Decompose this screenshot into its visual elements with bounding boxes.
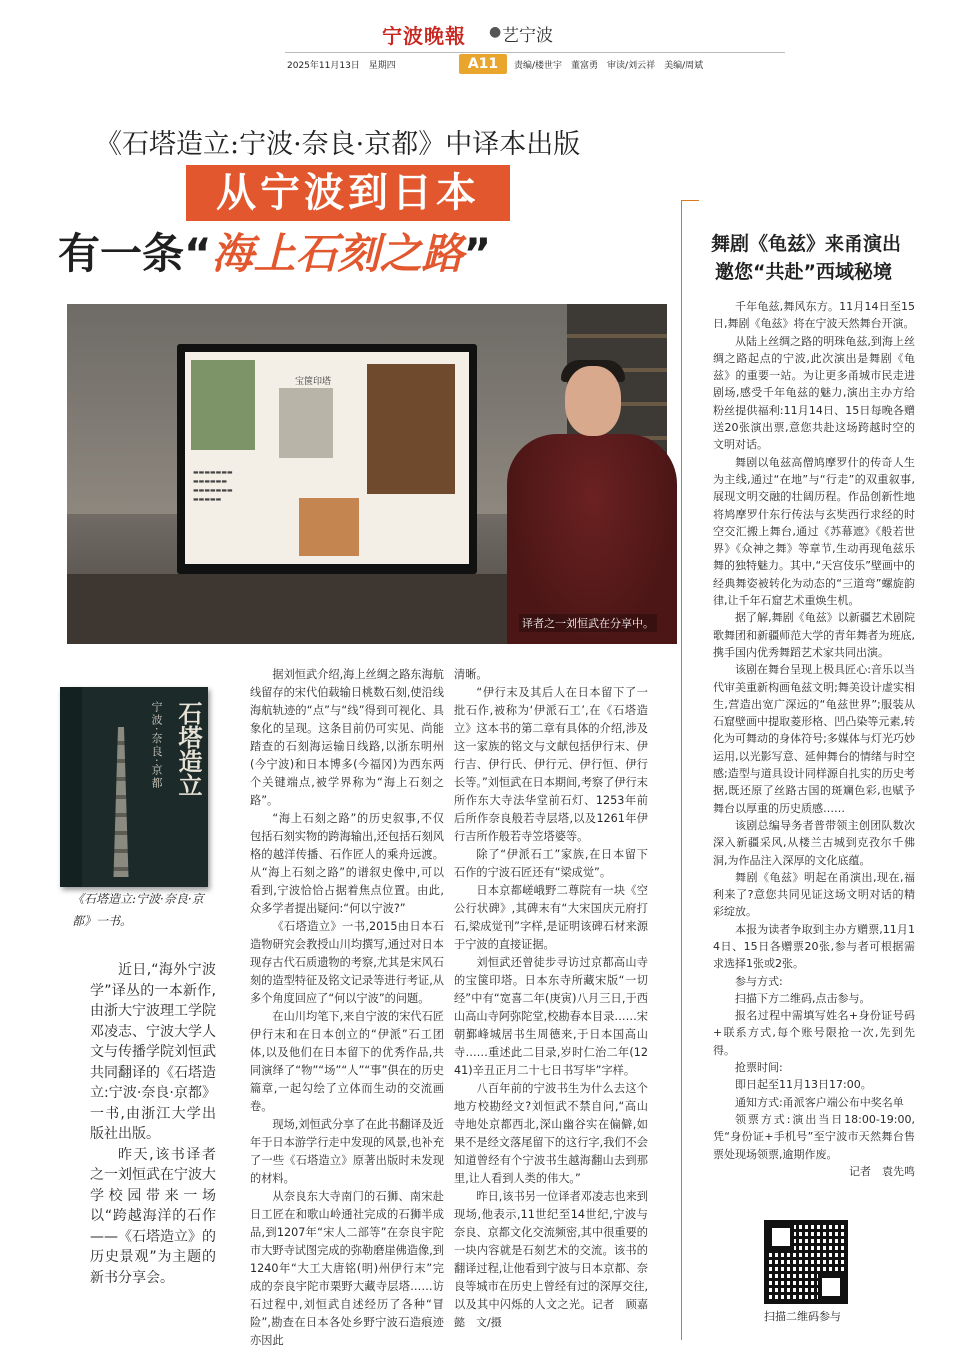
headline-highlight: 从宁波到日本 xyxy=(186,165,510,221)
headline-main xyxy=(58,221,491,281)
sidebar-paragraph: 千年龟兹,舞风东方。11月14日至15日,舞剧《龟兹》将在宁波天然舞台开演。 xyxy=(713,300,915,331)
body-paragraph: 除了“伊派石工”家族,在日本留下石作的宁波石匠还有“梁成觉”。 xyxy=(454,848,648,879)
participation-label: 参与方式: xyxy=(735,974,783,988)
body-paragraph: 《石塔造立》一书,2015由日本石造物研究会教授山川均撰写,通过对日本现存古代石质遗物的考察,尤其是宋风石刻的造型特征及铭文记录等进行考证,从多个角度回应了“何以宁波”的问题。 xyxy=(250,920,444,1005)
body-paragraph: “伊行末及其后人在日本留下了一批石作,被称为‘伊派石工’,在《石塔造立》这本书的第二章有具体的介绍,涉及这一家族的铭文与文献包括伊行末、伊行吉、伊行氏、伊行元、伊行恒、伊行长等。”刘恒武在日本期间,考察了伊行末所作东大寺法华堂前石灯、1253年前后所作奈良般若寺层塔,以及1261年伊行吉所作般若寺笠塔婆等。 xyxy=(454,686,648,843)
article-kicker: 《石塔造立:宁波·奈良·京都》中译本出版 xyxy=(95,129,581,160)
dateline: 2025年11月13日 星期四 xyxy=(287,61,396,71)
pagoda-illustration xyxy=(106,727,136,877)
body-paragraph-last: 昨日,该书另一位译者邓凌志也来到现场,他表示,11世纪至14世纪,宁波与奈良、京都文化交流频密,其中很重要的一块内容就是石刻艺术的交流。该书的翻译过程,让他看到宁波与日本京都、奈良等城市在历史上曾经有过的深厚交往,以及其中闪烁的人文之光。 xyxy=(454,1190,648,1311)
sidebar-paragraph: 据了解,舞剧《龟兹》以新疆艺术剧院歌舞团和新疆师范大学的青年舞者为班底,携手国内优秀舞蹈艺术家共同出演。 xyxy=(713,611,915,659)
masthead xyxy=(0,0,956,80)
sidebar-headline-line1: 舞剧《龟兹》来甬演出 xyxy=(711,233,902,255)
qr-code[interactable] xyxy=(766,1222,846,1302)
sidebar-paragraph: 该剧总编导务者普带领主创团队数次深入新疆采风,从楼兰古城到克孜尔千佛洞,为作品注入深厚的文化底蕴。 xyxy=(713,818,915,867)
slide-text: ▬▬▬▬▬▬▬ ▬▬▬▬▬▬ ▬▬▬▬▬▬▬ ▬▬▬▬▬ xyxy=(193,469,233,503)
sidebar-paragraph: 从陆上丝绸之路的明珠龟兹,到海上丝绸之路起点的宁波,此次演出是舞剧《龟兹》的重要一站。为让更多甬城市民走进剧场,感受千年龟兹的魅力,演出主办方给粉丝提供福利:11月14日、15日每晚各赠送20张演出票,意您共赴这场跨越时空的文明对话。 xyxy=(713,334,915,452)
headline-suffix: ” xyxy=(463,229,492,278)
body-column-a xyxy=(250,666,444,1347)
masthead-rule xyxy=(285,52,785,53)
sidebar-paragraph: 该剧在舞台呈现上极具匠心:音乐以当代审美重新构画龟兹文明;舞美设计虚实相生,营造出宽广深远的“龟兹世界”;服装从石窟壁画中提取菱形格、凹凸染等元素,转化为可舞动的身体符号;多媒体与灯光巧妙运用,以光影写意、延伸舞台的情绪与时空感;造型与道具设计同样源自扎实的历史考据,既还原了丝路古国的斑斓色彩,也赋予舞台以厚重的历史质感…… xyxy=(713,663,915,815)
sidebar-article-body xyxy=(713,298,915,1218)
lead-column xyxy=(90,960,216,1330)
pickup-method: 领票方式:演出当日18:00-19:00,凭“身份证+手机号”至宁波市天然舞台售票处现场领票,逾期作废。 xyxy=(713,1112,915,1161)
speaker-face xyxy=(565,366,621,436)
column-divider-tick xyxy=(681,200,699,201)
body-paragraph: “海上石刻之路”的历史叙事,不仅包括石刻实物的跨海输出,还包括石刻风格的越洋传播、石作匠人的乘舟远渡。从“海上石刻之路”的谱叙史像中,可以看到,宁波恰恰占据着焦点位置。由此,众多学者提出疑问:“何以宁波?” xyxy=(250,812,444,915)
book-subtitle: 宁波·奈良·京都 xyxy=(150,701,163,790)
body-column-b xyxy=(454,666,648,1329)
body-paragraph: 从奈良东大寺南门的石狮、南宋赴日工匠在和歌山岭通社完成的石狮半成品,到1207年“宋人二部等”在奈良宇陀市大野寺试图完成的弥勒磨崖佛造像,到1240年“大工大唐铭(明)州伊行末”完成的奈良宇陀市栗野大藏寺层塔……访石过程中,刘恒武自述经历了各种“冒险”,勘查在日本各处乡野宁波石造痕迹亦因此 xyxy=(250,1190,444,1347)
sidebar-headline-line2: 邀您“共赴”西域秘境 xyxy=(715,261,892,283)
participation-step: 扫描下方二维码,点击参与。 xyxy=(735,991,871,1005)
logo-separator-dot: ● xyxy=(489,24,502,40)
lead-paragraph-2: 昨天,该书译者之一刘恒武在宁波大学校园带来一场以“跨越海洋的石作——《石塔造立》的历史景观”为主题的新书分享会。 xyxy=(90,1146,216,1286)
slide-title: 宝箧印塔 xyxy=(295,377,332,387)
participation-step: 报名过程中需填写姓名+身份证号码+联系方式,每个账号限抢一次,先到先得。 xyxy=(713,1009,915,1057)
sidebar-paragraph: 本报为读者争取到主办方赠票,11月14日、15日各赠票20张,参与者可根据需求选择1张或2张。 xyxy=(713,922,915,971)
newspaper-logo: 宁波晚報 xyxy=(382,24,466,48)
body-paragraph: 刘恒武还曾徒步寻访过京都高山寺的宝箧印塔。日本东寺所藏宋版“一切经”中有“宽喜二年(庚寅)八月三日,于西山高山寺阿弥陀堂,校勘春本目录……宋朝鄞峰城居书生周德来,于日本国高山寺……重述此二目录,岁时仁治二年(1241)辛丑正月二十七日书写毕”字样。 xyxy=(454,956,648,1077)
book-spine xyxy=(60,687,82,887)
book-title: 石塔造立 xyxy=(174,701,203,797)
qr-caption: 扫描二维码参与 xyxy=(764,1310,841,1323)
body-paragraph: 据刘恒武介绍,海上丝绸之路东海航线留存的宋代伯载输日桃数石刻,使沿线海航轨迹的“点”与“线”得到可视化、具象化的呈现。这条目前仍可实见、尚能踏查的石刻海运输日线路,以浙东明州(今宁波)和日本博多(今福冈)为西东两个关键端点,被学界称为“海上石刻之路”。 xyxy=(250,668,444,807)
ticket-time-value: 即日起至11月13日17:00。 xyxy=(735,1078,872,1092)
editor-credits: 责编/楼世宇 董富勇 审读/刘云祥 美编/周斌 xyxy=(514,61,704,71)
book-caption: 《石塔造立:宁波·奈良·京都》一书。 xyxy=(72,892,204,928)
headline-accent: 海上石刻之路 xyxy=(211,229,464,278)
body-paragraph: 八百年前的宁波书生为什么去这个地方校勘经文?刘恒武不禁自问,“高山寺地处京都西北,深山幽谷实在偏僻,如果不是经文落尾留下的这行字,我们不会知道曾经有个宁波书生越海翻山去到那里,让人看到人类的伟大。” xyxy=(454,1082,648,1185)
sidebar-paragraph: 舞剧《龟兹》明起在甬演出,现在,福利来了?意您共同见证这场文明对话的精彩绽放。 xyxy=(713,870,915,919)
photo-caption: 译者之一刘恒武在分享中。 xyxy=(519,614,657,632)
book-cover xyxy=(60,687,208,887)
page-number-tab: A11 xyxy=(459,54,507,74)
sidebar-headline xyxy=(711,230,931,286)
body-paragraph: 日本京都嵯峨野二尊院有一块《空公行状碑》,其碑末有“大宋国庆元府打石,梁成觉刊”字样,是证明该碑石材来源于宁波的直接证据。 xyxy=(454,884,648,951)
sidebar-byline: 记者 袁先鸣 xyxy=(849,1164,915,1178)
section-name: 艺宁波 xyxy=(502,26,553,46)
notification-method: 通知方式:甬派客户端公布中奖名单 xyxy=(735,1095,904,1109)
article-byline: 记者 顾嘉懿 文/摄 xyxy=(454,1298,648,1329)
slide-image-pagoda xyxy=(279,388,333,458)
slide-image-garden xyxy=(191,360,255,450)
headline-prefix: 有一条“ xyxy=(58,229,212,278)
column-divider xyxy=(681,200,682,1340)
ticket-time-label: 抢票时间: xyxy=(735,1061,783,1075)
slide-image-temple xyxy=(299,498,359,556)
speaker-figure xyxy=(507,434,677,644)
body-paragraph: 现场,刘恒武分享了在此书翻译及近年于日本游学行走中发现的风景,也补充了一些《石塔造立》原著出版时未发现的材料。 xyxy=(250,1118,444,1185)
lecture-photo xyxy=(67,304,667,644)
body-paragraph xyxy=(454,1188,648,1332)
lead-paragraph: 近日,“海外宁波学”译丛的一本新作,由浙大宁波理工学院邓凌志、宁波大学人文与传播学院刘恒武共同翻译的《石塔造立:宁波·奈良·京都》一书,由浙江大学出版社出版。 xyxy=(90,962,216,1142)
body-paragraph: 清晰。 xyxy=(454,668,488,681)
sidebar-paragraph: 舞剧以龟兹高僧鸠摩罗什的传奇人生为主线,通过“在地”与“行走”的双重叙事,展现文明交融的壮阔历程。作品创新性地将鸠摩罗什东行传法与玄奘西行求经的时空交汇搬上舞台,通过《苏幕遮》《般若世界》《众神之舞》等章节,生动再现龟兹乐舞的独特魅力。其中,“天宫伎乐”壁画中的经典舞姿被转化为动态的“三道弯”螺旋韵律,让千年石窟艺术重焕生机。 xyxy=(713,455,915,608)
slide-image-painting xyxy=(367,364,455,494)
body-paragraph: 在山川均笔下,来自宁波的宋代石匠伊行末和在日本创立的“伊派”石工团体,以及他们在日本留下的优秀作品,共同演绎了“物”“场”“人”“事”俱在的历史篇章,一起勾绘了立体而生动的交流画卷。 xyxy=(250,1010,444,1113)
